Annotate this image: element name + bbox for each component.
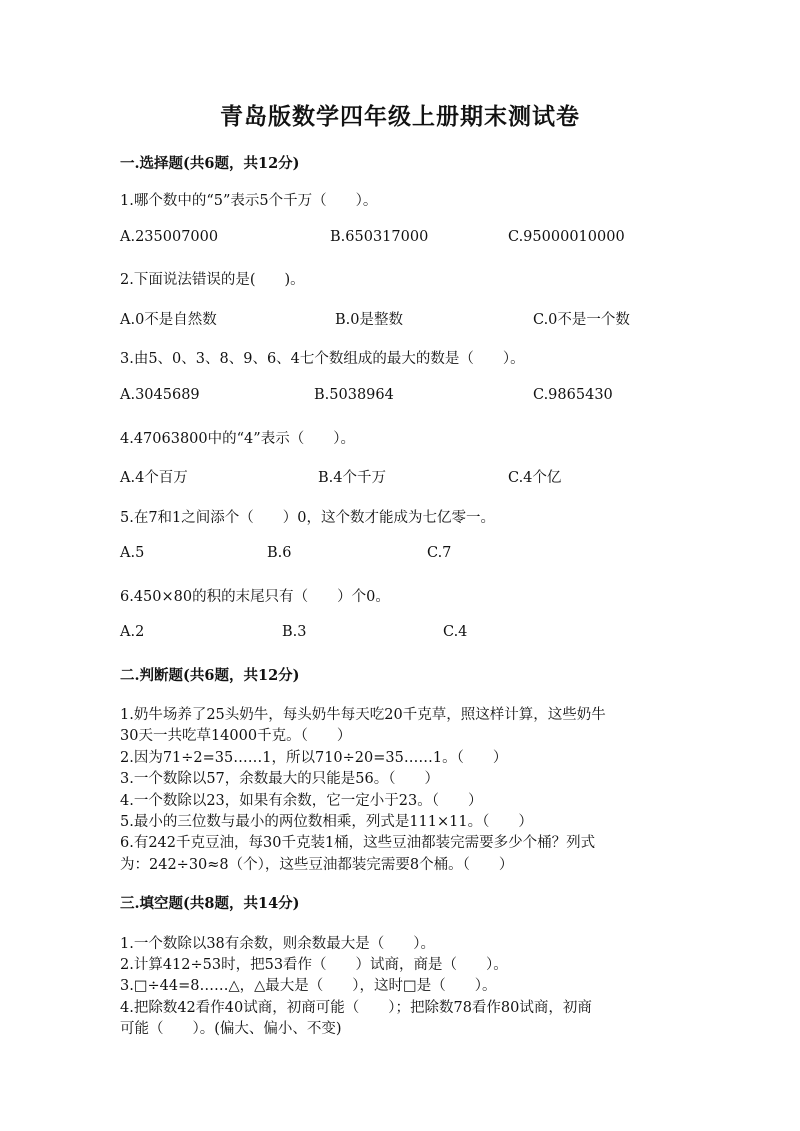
fill-in-line: 3.□÷44=8……△，△最大是（ ），这时□是（ ）。 bbox=[120, 978, 497, 994]
statement-line: 为：242÷30≈8（个），这些豆油都装完需要8个桶。（ ） bbox=[120, 857, 514, 873]
statement-line: 5.最小的三位数与最小的两位数相乘，列式是111×11。（ ） bbox=[120, 814, 533, 830]
option-c: C.7 bbox=[427, 545, 452, 561]
option-b: B.3 bbox=[282, 624, 307, 640]
statement-line: 2.因为71÷2=35……1，所以710÷20=35……1。（ ） bbox=[120, 750, 508, 766]
section-heading-judgement: 二.判断题(共6题，共12分) bbox=[120, 667, 300, 684]
question-stem: 3.由5、0、3、8、9、6、4七个数组成的最大的数是（ ）。 bbox=[120, 351, 525, 367]
option-a: A.4个百万 bbox=[120, 470, 188, 486]
option-b: B.650317000 bbox=[330, 229, 429, 245]
option-c: C.95000010000 bbox=[508, 229, 625, 245]
question-stem: 2.下面说法错误的是( )。 bbox=[120, 272, 305, 288]
question-stem: 1.哪个数中的“5”表示5个千万（ ）。 bbox=[120, 193, 378, 209]
exam-title: 青岛版数学四年级上册期末测试卷 bbox=[220, 103, 580, 130]
fill-in-line: 4.把除数42看作40试商，初商可能（ ）；把除数78看作80试商，初商 bbox=[120, 1000, 592, 1016]
option-b: B.0是整数 bbox=[335, 312, 403, 328]
option-b: B.5038964 bbox=[314, 387, 394, 403]
option-c: C.4 bbox=[443, 624, 468, 640]
fill-in-line: 2.计算412÷53时，把53看作（ ）试商，商是（ ）。 bbox=[120, 957, 508, 973]
option-b: B.4个千万 bbox=[318, 470, 386, 486]
statement-line: 1.奶牛场养了25头奶牛，每头奶牛每天吃20千克草，照这样计算，这些奶牛 bbox=[120, 707, 606, 723]
section-heading-choice: 一.选择题(共6题，共12分) bbox=[120, 155, 300, 172]
question-stem: 4.47063800中的“4”表示（ ）。 bbox=[120, 431, 355, 447]
option-a: A.0不是自然数 bbox=[120, 312, 217, 328]
fill-in-line: 可能（ ）。(偏大、偏小、不变) bbox=[120, 1021, 342, 1037]
option-c: C.0不是一个数 bbox=[533, 312, 630, 328]
statement-line: 4.一个数除以23，如果有余数，它一定小于23。（ ） bbox=[120, 793, 483, 809]
option-b: B.6 bbox=[267, 545, 292, 561]
statement-line: 6.有242千克豆油，每30千克装1桶，这些豆油都装完需要多少个桶？列式 bbox=[120, 835, 596, 851]
question-stem: 6.450×80的积的末尾只有（ ）个0。 bbox=[120, 589, 390, 605]
statement-line: 3.一个数除以57，余数最大的只能是56。（ ） bbox=[120, 771, 439, 787]
option-a: A.2 bbox=[120, 624, 145, 640]
option-a: A.235007000 bbox=[120, 229, 219, 245]
question-stem: 5.在7和1之间添个（ ）0，这个数才能成为七亿零一。 bbox=[120, 510, 496, 526]
option-c: C.4个亿 bbox=[508, 470, 562, 486]
option-c: C.9865430 bbox=[533, 387, 613, 403]
section-heading-fill-in: 三.填空题(共8题，共14分) bbox=[120, 895, 300, 912]
option-a: A.3045689 bbox=[120, 387, 200, 403]
statement-line: 30天一共吃草14000千克。（ ） bbox=[120, 728, 352, 744]
option-a: A.5 bbox=[120, 545, 145, 561]
fill-in-line: 1.一个数除以38有余数，则余数最大是（ ）。 bbox=[120, 936, 436, 952]
